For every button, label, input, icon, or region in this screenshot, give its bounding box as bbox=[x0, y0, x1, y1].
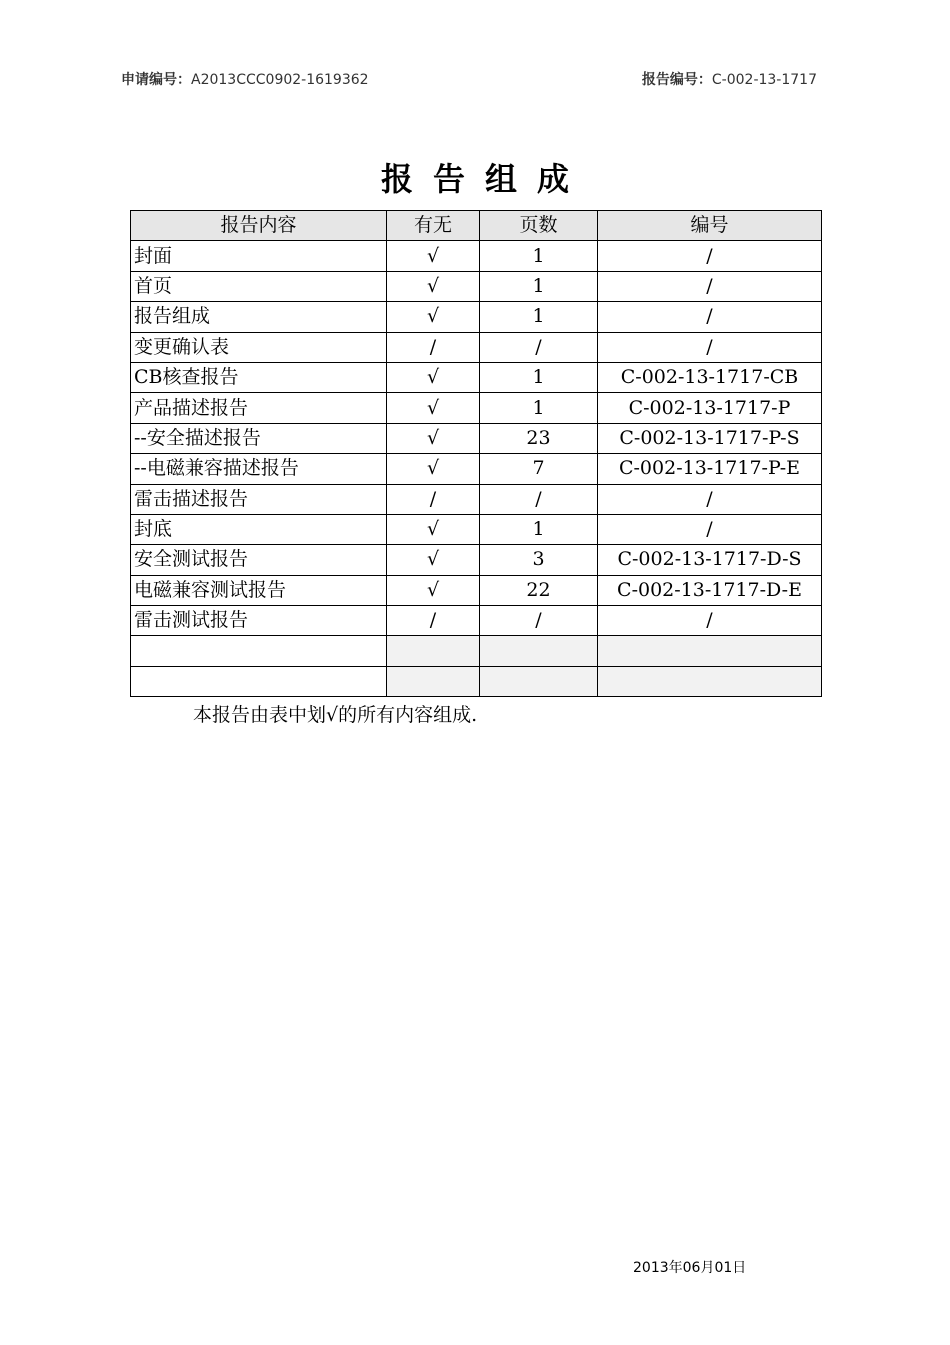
cell-number: C-002-13-1717-D-E bbox=[598, 575, 822, 605]
cell-content: 产品描述报告 bbox=[131, 393, 387, 423]
table-row bbox=[131, 393, 822, 423]
table-row bbox=[131, 606, 822, 636]
cell-present: / bbox=[387, 332, 480, 362]
table-row bbox=[131, 666, 822, 696]
cell-present bbox=[387, 636, 480, 666]
application-number bbox=[121, 69, 369, 89]
table-row bbox=[131, 454, 822, 484]
cell-number bbox=[598, 666, 822, 696]
table-row bbox=[131, 271, 822, 301]
table-row bbox=[131, 575, 822, 605]
cell-number bbox=[598, 636, 822, 666]
table-row bbox=[131, 332, 822, 362]
cell-pages: 22 bbox=[480, 575, 598, 605]
cell-pages: 23 bbox=[480, 423, 598, 453]
cell-pages bbox=[480, 636, 598, 666]
cell-pages: 7 bbox=[480, 454, 598, 484]
table-row bbox=[131, 241, 822, 271]
cell-number: C-002-13-1717-D-S bbox=[598, 545, 822, 575]
cell-present: √ bbox=[387, 575, 480, 605]
cell-number: / bbox=[598, 514, 822, 544]
cell-content: 封底 bbox=[131, 514, 387, 544]
table-row bbox=[131, 302, 822, 332]
cell-content bbox=[131, 636, 387, 666]
cell-content: 报告组成 bbox=[131, 302, 387, 332]
page-title: 报告组成 bbox=[380, 160, 589, 198]
application-number-value: A2013CCC0902-1619362 bbox=[191, 72, 369, 88]
cell-number: / bbox=[598, 302, 822, 332]
cell-number: C-002-13-1717-P-E bbox=[598, 454, 822, 484]
cell-content bbox=[131, 666, 387, 696]
cell-content: --安全描述报告 bbox=[131, 423, 387, 453]
cell-pages: / bbox=[480, 332, 598, 362]
table-row bbox=[131, 514, 822, 544]
cell-pages bbox=[480, 666, 598, 696]
table-row bbox=[131, 636, 822, 666]
cell-present: √ bbox=[387, 241, 480, 271]
cell-content: CB核查报告 bbox=[131, 362, 387, 392]
report-date: 2013年06月01日 bbox=[633, 1260, 747, 1276]
cell-pages: 1 bbox=[480, 241, 598, 271]
cell-number: / bbox=[598, 241, 822, 271]
cell-pages: 3 bbox=[480, 545, 598, 575]
cell-present: √ bbox=[387, 514, 480, 544]
cell-present: / bbox=[387, 606, 480, 636]
cell-present: √ bbox=[387, 423, 480, 453]
cell-present: √ bbox=[387, 545, 480, 575]
report-number-label: 报告编号： bbox=[641, 72, 712, 88]
cell-content: 变更确认表 bbox=[131, 332, 387, 362]
cell-number: C-002-13-1717-P bbox=[598, 393, 822, 423]
cell-number: C-002-13-1717-P-S bbox=[598, 423, 822, 453]
cell-number: / bbox=[598, 332, 822, 362]
cell-present: √ bbox=[387, 454, 480, 484]
cell-present: √ bbox=[387, 393, 480, 423]
application-number-label: 申请编号： bbox=[121, 72, 191, 88]
cell-pages: / bbox=[480, 606, 598, 636]
cell-pages: 1 bbox=[480, 393, 598, 423]
cell-present: √ bbox=[387, 271, 480, 301]
cell-number: / bbox=[598, 271, 822, 301]
column-header-number: 编号 bbox=[598, 211, 822, 241]
cell-number: C-002-13-1717-CB bbox=[598, 362, 822, 392]
cell-present bbox=[387, 666, 480, 696]
cell-content: --电磁兼容描述报告 bbox=[131, 454, 387, 484]
cell-number: / bbox=[598, 484, 822, 514]
cell-pages: 1 bbox=[480, 362, 598, 392]
cell-content: 雷击测试报告 bbox=[131, 606, 387, 636]
cell-content: 电磁兼容测试报告 bbox=[131, 575, 387, 605]
table-row bbox=[131, 545, 822, 575]
cell-pages: 1 bbox=[480, 271, 598, 301]
cell-present: / bbox=[387, 484, 480, 514]
cell-content: 首页 bbox=[131, 271, 387, 301]
cell-content: 封面 bbox=[131, 241, 387, 271]
cell-number: / bbox=[598, 606, 822, 636]
composition-note: 本报告由表中划√的所有内容组成. bbox=[193, 704, 478, 726]
cell-content: 安全测试报告 bbox=[131, 545, 387, 575]
column-header-content: 报告内容 bbox=[131, 211, 387, 241]
report-composition-table bbox=[130, 210, 822, 697]
column-header-present: 有无 bbox=[387, 211, 480, 241]
cell-pages: 1 bbox=[480, 514, 598, 544]
table-header-row bbox=[131, 211, 822, 241]
table-row bbox=[131, 362, 822, 392]
cell-pages: / bbox=[480, 484, 598, 514]
column-header-pages: 页数 bbox=[480, 211, 598, 241]
report-number bbox=[642, 69, 817, 89]
table-row bbox=[131, 423, 822, 453]
table-row bbox=[131, 484, 822, 514]
cell-present: √ bbox=[387, 362, 480, 392]
cell-content: 雷击描述报告 bbox=[131, 484, 387, 514]
cell-present: √ bbox=[387, 302, 480, 332]
report-number-value: C-002-13-1717 bbox=[711, 72, 817, 88]
cell-pages: 1 bbox=[480, 302, 598, 332]
